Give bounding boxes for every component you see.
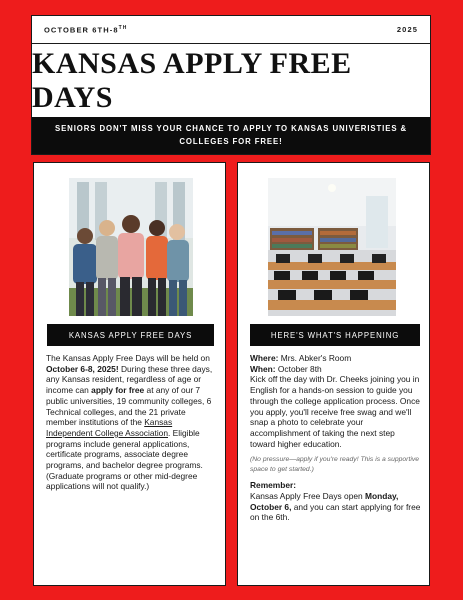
banner [32, 117, 430, 154]
when-line: When: October 8th [250, 363, 322, 374]
event-year: 2025 [396, 25, 418, 34]
info-card-right [237, 162, 430, 586]
students-photo [69, 178, 193, 316]
date-line [32, 16, 430, 44]
supportive-note: (No pressure—apply if you're ready! This is a supportive space to get started.) [250, 456, 420, 473]
event-dates-bold: October 6-8, 2025! [46, 363, 119, 374]
kica-link[interactable]: Kansas Independent College Association [46, 417, 173, 438]
info-card-left [33, 162, 226, 586]
page-title: KANSAS APPLY FREE DAYS [32, 44, 430, 118]
section-label-whats-happening: HERE'S WHAT'S HAPPENING [250, 324, 420, 346]
where-line: Where: Mrs. Abker's Room [250, 353, 352, 363]
event-description: Kick off the day with Dr. Cheeks joining you in English for a hands-on session to guide you through the college application process. Once you apply, you'll receive free swag and we'll snap a photo to celebrate your accomplishment of taking the next step toward higher education. [250, 374, 420, 449]
apply-free-days-description: The Kansas Apply Free Days will be held on October 6-8, 2025! During these three days, any Kansas resident, regardless of age or income can apply for free at any of our 7 public universities, 19 community colleges, 6 Technical colleges, and the 21 private member institutions of the Kansas Independent College Association. Eligible programs include general applications, certificate programs, associate degree programs, and bachelor degree programs. (Graduate programs or other mid-degree applications will not qualify.) [46, 353, 213, 492]
banner-line-2: COLLEGES FOR FREE! [179, 137, 283, 146]
remember-text: Kansas Apply Free Days open Monday, October 6, and you can start applying for free on the 6th. [250, 491, 421, 523]
classroom-photo [268, 178, 396, 316]
header-panel [31, 15, 431, 155]
section-label-apply-free-days: KANSAS APPLY FREE DAYS [47, 324, 214, 346]
apply-for-free-bold: apply for free [91, 385, 145, 396]
event-details [250, 353, 422, 523]
remember-label: Remember: [250, 480, 297, 491]
banner-line-1: SENIORS DON'T MISS YOUR CHANCE TO APPLY TO KANSAS UNIVERISTIES & [54, 124, 408, 133]
event-dates: OCTOBER 6TH-8TH [44, 24, 128, 35]
